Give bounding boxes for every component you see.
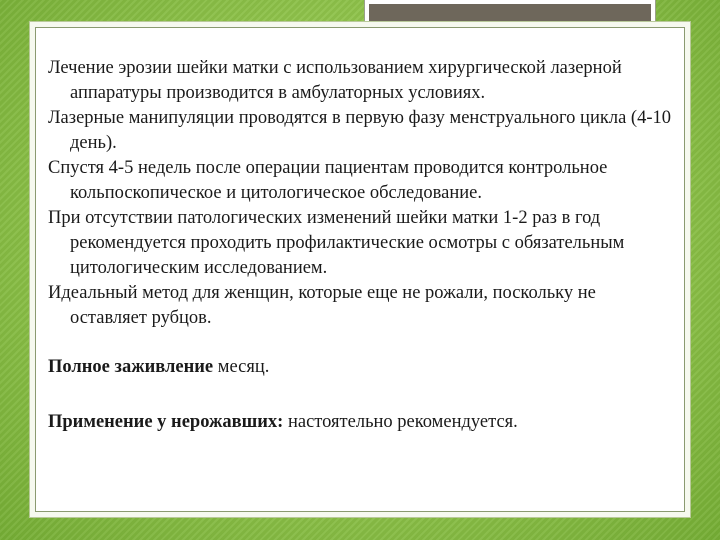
paragraph-followup-exam: Спустя 4-5 недель после операции пациентам проводится контрольное кольпоскопическое и цитологическое обследование. [48, 158, 608, 203]
paragraph-laser-treatment: Лечение эрозии шейки матки с использованием хирургической лазерной аппаратуры производится в амбулаторных условиях. [48, 58, 622, 103]
usage-label: Применение у нерожавших: [48, 412, 284, 432]
healing-value: месяц. [213, 357, 270, 377]
healing-line [48, 355, 673, 380]
usage-value: настоятельно рекомендуется. [283, 412, 518, 432]
slide-body [48, 56, 673, 435]
paragraph-ideal-method: Идеальный метод для женщин, которые еще не рожали, поскольку не оставляет рубцов. [48, 283, 596, 328]
healing-label: Полное заживление [48, 357, 214, 377]
paragraph-preventive-checkups: При отсутствии патологических изменений шейки матки 1-2 раз в год рекомендуется проходить профилактические осмотры с обязательным цитологическим исследованием. [48, 208, 625, 278]
usage-line [48, 410, 673, 435]
paragraph-menstrual-phase: Лазерные манипуляции проводятся в первую фазу менструального цикла (4-10 день). [48, 108, 671, 153]
